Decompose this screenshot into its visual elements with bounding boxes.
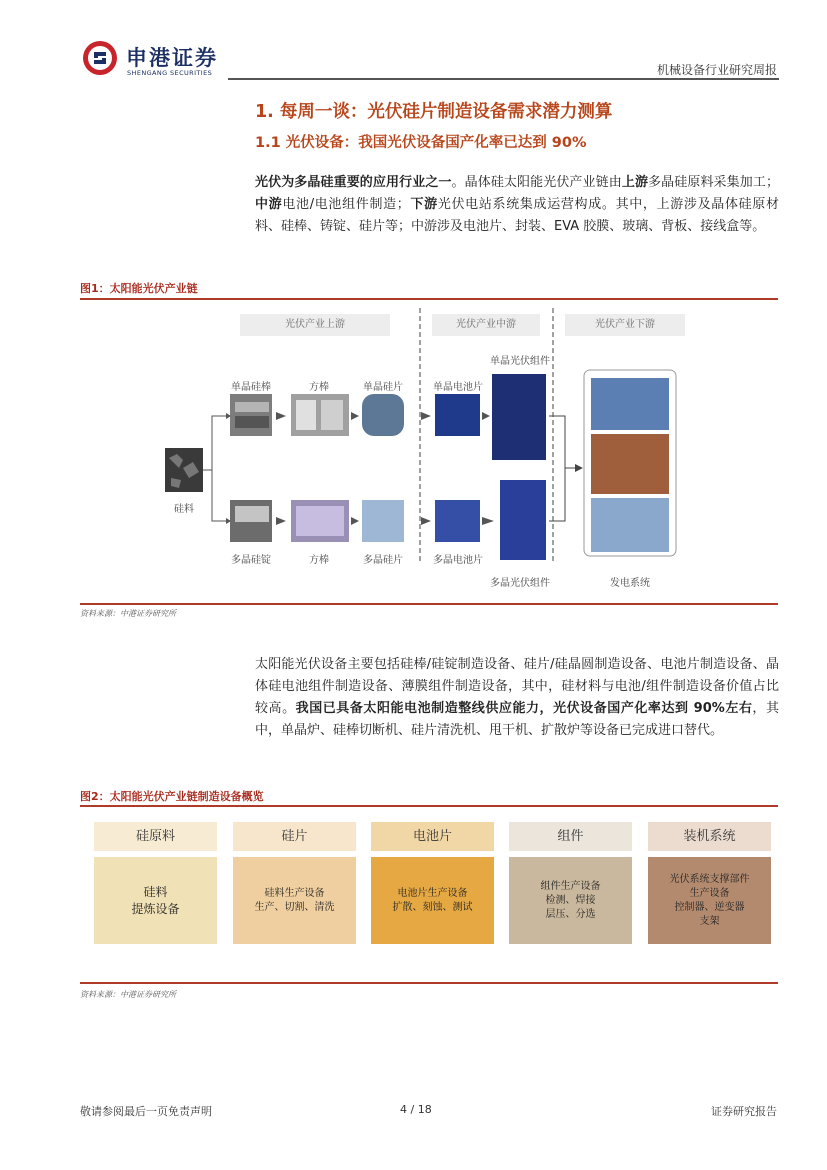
logo-text-en: SHENGANG SECURITIES [127, 69, 213, 77]
para1-text-4: 光伏电站系统集成运营构成。其中，上游涉及晶体硅原材料、硅棒、铸锭、硅片等；中游涉及电池片、封装、EVA 胶膜、玻璃、背板、接线盒等。 [255, 197, 779, 234]
equipment-line: 支架 [699, 915, 720, 927]
stage-equipment-1 [233, 857, 356, 944]
stage-upstream: 光伏产业上游 [240, 314, 390, 336]
stage-equipment-0 [94, 857, 217, 944]
stage-equipment-4 [648, 857, 771, 944]
stage-midstream: 光伏产业中游 [432, 314, 540, 336]
logo-text-cn: 申港证券 [126, 46, 218, 70]
footer-disclaimer: 敬请参阅最后一页免责声明 [80, 1105, 212, 1118]
header-divider [228, 78, 779, 80]
page-number: 4 / 18 [400, 1103, 432, 1116]
figure1-bottom-rule [80, 603, 778, 605]
equipment-line: 层压、分选 [545, 908, 596, 920]
para1-text-3: 电池/电池组件制造； [282, 197, 410, 212]
figure2-source: 资料来源：中港证券研究所 [80, 990, 176, 999]
equipment-line: 扩散、刻蚀、测试 [392, 901, 473, 913]
figure2-title: 图2：太阳能光伏产业链制造设备概览 [80, 790, 264, 803]
label-raw-silicon: 硅料 [174, 504, 194, 515]
stage-header-3: 组件 [509, 822, 632, 851]
paragraph-equipment [255, 654, 779, 742]
equipment-line: 硅料生产设备 [264, 887, 325, 899]
company-logo-icon [82, 40, 118, 76]
equipment-line: 光伏系统支撑部件 [669, 873, 750, 885]
label-multi-cell: 多晶电池片 [433, 555, 483, 566]
stage-equipment-2 [371, 857, 494, 944]
stage-equipment-3 [509, 857, 632, 944]
label-mono-cell: 单晶电池片 [433, 382, 483, 393]
stage-header-4: 装机系统 [648, 822, 771, 851]
equipment-line: 生产、切割、清洗 [254, 901, 335, 913]
label-multi-module: 多晶光伏组件 [490, 578, 550, 589]
section-heading: 1. 每周一谈：光伏硅片制造设备需求潜力测算 [255, 102, 613, 122]
para1-midstream: 中游 [255, 197, 283, 212]
label-mono-ingot: 单晶硅棒 [231, 382, 271, 393]
equipment-line: 电池片生产设备 [397, 887, 468, 899]
equipment-line: 组件生产设备 [540, 880, 601, 892]
figure1-top-rule [80, 298, 778, 300]
para2-text-2: ，其中，单晶炉、硅棒切断机、硅片清洗机、甩干机、扩散炉等设备已完成进口替代。 [255, 701, 779, 738]
para1-text-1: 。晶体硅太阳能光伏产业链由 [451, 175, 622, 190]
para2-text-1: 太阳能光伏设备主要包括硅棒/硅锭制造设备、硅片/硅晶圆制造设备、电池片制造设备、晶体硅电池组件制造设备、薄膜组件制造设备，其中，硅材料与电池/组件制造设备价值占比较高。 [255, 657, 779, 716]
label-mono-wafer: 单晶硅片 [363, 382, 403, 393]
figure1-source: 资料来源：中港证券研究所 [80, 609, 176, 618]
figure2-bottom-rule [80, 982, 778, 984]
stage-header-2: 电池片 [371, 822, 494, 851]
subsection-heading: 1.1 光伏设备：我国光伏设备国产化率已达到 90% [255, 135, 587, 151]
report-type: 机械设备行业研究周报 [656, 63, 777, 77]
figure2-top-rule [80, 805, 778, 807]
equipment-line: 硅料 [143, 884, 168, 899]
label-multi-ingot: 多晶硅锭 [231, 555, 271, 566]
label-square-rod-top: 方棒 [309, 382, 329, 393]
equipment-line: 控制器、逆变器 [674, 901, 745, 913]
equipment-line: 检测、焊接 [545, 894, 596, 906]
footer-doc-type: 证券研究报告 [711, 1105, 777, 1118]
stage-header-0: 硅原料 [94, 822, 217, 851]
para1-text-2: 多晶硅原料采集加工； [648, 175, 779, 190]
equipment-line: 提炼设备 [131, 901, 180, 916]
para2-emphasis: 我国已具备太阳能电池制造整线供应能力，光伏设备国产化率达到 90%左右 [295, 701, 753, 716]
label-multi-wafer: 多晶硅片 [363, 555, 403, 566]
paragraph-intro [255, 172, 779, 238]
para1-downstream: 下游 [409, 197, 438, 212]
label-square-rod-bottom: 方棒 [309, 555, 329, 566]
stage-downstream: 光伏产业下游 [565, 314, 685, 336]
label-power-system: 发电系统 [610, 578, 650, 589]
equipment-line: 生产设备 [689, 887, 730, 899]
para1-upstream: 上游 [621, 175, 649, 190]
label-mono-module: 单晶光伏组件 [490, 356, 550, 367]
stage-header-1: 硅片 [233, 822, 356, 851]
figure1-title: 图1：太阳能光伏产业链 [80, 282, 198, 295]
pv-industry-chain-diagram [155, 308, 695, 598]
para1-lead: 光伏为多晶硅重要的应用行业之一 [255, 175, 452, 190]
